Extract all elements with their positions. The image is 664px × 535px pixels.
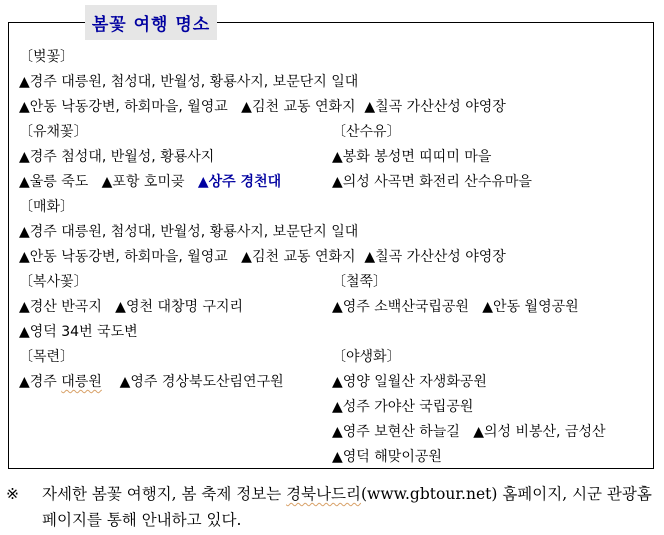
flower-section: [19, 345, 332, 469]
section-label: 〔유채꽃〕: [19, 124, 88, 140]
place-line: [332, 370, 645, 395]
section-label: 〔복사꽃〕: [19, 274, 88, 290]
section-label: 〔산수유〕: [332, 124, 401, 140]
place-line: [332, 445, 645, 469]
flower-section: [19, 270, 332, 345]
place-line: [332, 170, 645, 195]
page-title: 봄꽃 여행 명소: [85, 5, 217, 40]
place-line: [332, 145, 645, 170]
section-label: 〔목련〕: [19, 349, 75, 365]
sections-container: [19, 45, 645, 469]
section-label: 〔철쭉〕: [332, 274, 388, 290]
flower-section: [332, 345, 645, 469]
place-line: [332, 420, 645, 445]
place-line: [19, 295, 332, 320]
place-text: ▲경주 첨성대, 반월성, 황룡사지: [19, 149, 215, 165]
place-line: [19, 320, 332, 345]
reference-mark: ※: [6, 485, 19, 503]
place-line: [19, 245, 645, 270]
place-line: [19, 70, 645, 95]
place-text: ▲경산 반곡지 ▲영천 대창명 구지리: [19, 299, 244, 315]
content-box: [8, 22, 654, 469]
place-line: [332, 395, 645, 420]
place-text: ▲영덕 해맞이공원: [332, 449, 442, 465]
flower-section: [332, 270, 645, 345]
place-text: ▲봉화 봉성면 띠띠미 마을: [332, 149, 492, 165]
place-text: ▲경주 대릉원, 첨성대, 반월성, 황룡사지, 보문단지 일대: [19, 74, 359, 90]
flower-section: [19, 45, 645, 120]
place-text: ▲영주 보현산 하늘길 ▲의성 비봉산, 금성산: [332, 424, 606, 440]
place-text: ▲울릉 죽도 ▲포항 호미곶: [19, 174, 198, 190]
section-label: 〔야생화〕: [332, 349, 401, 365]
two-column-row: [19, 120, 645, 195]
place-text: ▲안동 낙동강변, 하회마을, 월영교 ▲김천 교동 연화지 ▲칠곡 가산산성 야영장: [19, 249, 506, 265]
place-text: ▲영덕 34번 국도변: [19, 324, 138, 340]
place-text: 자세한 봄꽃 여행지, 봄 축제 정보는: [42, 485, 287, 503]
place-line: [332, 295, 645, 320]
flower-section: [19, 195, 645, 270]
place-text: ▲성주 가야산 국립공원: [332, 399, 474, 415]
footnote-text: [42, 481, 658, 533]
footnote: [6, 481, 658, 533]
section-label: 〔매화〕: [19, 199, 75, 215]
place-line: [19, 370, 332, 395]
place-text: ▲영주 소백산국립공원 ▲안동 월영공원: [332, 299, 579, 315]
place-text: ▲영주 경상북도산림연구원: [101, 374, 284, 390]
place-text: ▲영양 일월산 자생화공원: [332, 374, 487, 390]
place-text: (www.gbtour.net) 홈페이지, 시군 관광홈페이지를 통해 안내하고 있다.: [42, 485, 652, 529]
spellcheck-underlined-text: 경북나드리: [286, 485, 361, 503]
place-line: [19, 220, 645, 245]
place-line: [19, 170, 332, 195]
highlighted-place: ▲상주 경천대: [197, 174, 282, 190]
flower-section: [332, 120, 645, 195]
flower-section: [19, 120, 332, 195]
place-text: ▲경주 대릉원, 첨성대, 반월성, 황룡사지, 보문단지 일대: [19, 224, 359, 240]
two-column-row: [19, 270, 645, 345]
place-text: ▲경주: [19, 374, 62, 390]
place-text: ▲안동 낙동강변, 하회마을, 월영교 ▲김천 교동 연화지 ▲칠곡 가산산성 야영장: [19, 99, 506, 115]
place-line: [19, 145, 332, 170]
two-column-row: [19, 345, 645, 469]
section-label: 〔벚꽃〕: [19, 49, 75, 65]
place-text: ▲의성 사곡면 화전리 산수유마을: [332, 174, 532, 190]
spellcheck-underlined-text: 대릉원: [61, 374, 102, 390]
place-line: [19, 95, 645, 120]
